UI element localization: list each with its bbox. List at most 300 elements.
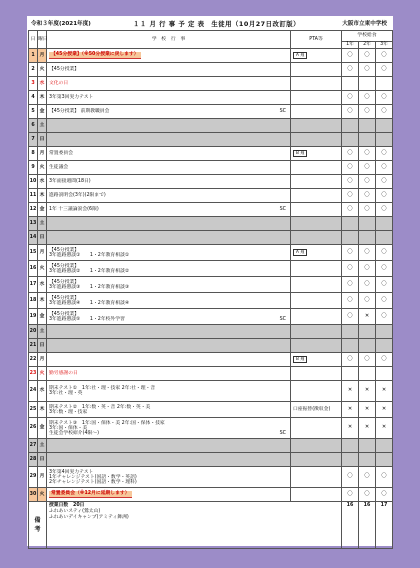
lunch-mark: 〇 bbox=[359, 105, 376, 119]
col-lunch: 学校給食 bbox=[342, 31, 393, 42]
lunch-mark bbox=[376, 439, 393, 453]
day-cell: 7 bbox=[29, 133, 38, 147]
day-cell: 24 bbox=[29, 381, 38, 402]
day-cell: 30 bbox=[29, 488, 38, 502]
event-text: 【45分授業】（※50分授業に戻します） bbox=[51, 52, 139, 58]
weekday-cell: 土 bbox=[38, 439, 47, 453]
pta-cell bbox=[291, 217, 342, 231]
schedule-sheet bbox=[27, 16, 393, 546]
weekday-cell: 火 bbox=[38, 488, 47, 502]
table-row bbox=[29, 325, 393, 339]
event-text: 3年進路懇談④ 1・2年教育相談④ bbox=[49, 300, 130, 306]
day-cell: 21 bbox=[29, 339, 38, 353]
table-row bbox=[29, 245, 393, 261]
lunch-mark: 〇 bbox=[342, 49, 359, 63]
pta-cell bbox=[291, 339, 342, 353]
lunch-mark: 〇 bbox=[376, 353, 393, 367]
event-text: 勤労感謝の日 bbox=[49, 370, 78, 376]
lunch-mark: 〇 bbox=[376, 49, 393, 63]
event-text: 【45分授業】 bbox=[49, 295, 80, 301]
lunch-mark bbox=[359, 325, 376, 339]
schedule-table bbox=[28, 30, 393, 549]
event-text: 【45分授業】 bbox=[49, 279, 80, 285]
day-cell: 23 bbox=[29, 367, 38, 381]
day-cell: 17 bbox=[29, 277, 38, 293]
lunch-mark: 〇 bbox=[376, 91, 393, 105]
lunch-mark: 〇 bbox=[359, 293, 376, 309]
event-cell bbox=[47, 133, 291, 147]
day-cell: 18 bbox=[29, 293, 38, 309]
event-cell bbox=[47, 367, 291, 381]
pta-cell bbox=[291, 353, 342, 367]
event-cell bbox=[47, 189, 291, 203]
table-row bbox=[29, 488, 393, 502]
lunch-mark: 〇 bbox=[376, 277, 393, 293]
lunch-mark: ✕ bbox=[376, 381, 393, 402]
event-text: 3年:数・理・技家 bbox=[49, 409, 88, 415]
weekday-cell: 月 bbox=[38, 245, 47, 261]
lunch-mark: 〇 bbox=[376, 63, 393, 77]
event-text: 3年進路懇談⑤ 1・2年校外学習 bbox=[49, 316, 125, 322]
lunch-mark: 〇 bbox=[376, 161, 393, 175]
event-text: 文化の日 bbox=[49, 80, 69, 86]
pta-cell bbox=[291, 381, 342, 402]
lunch-mark: 〇 bbox=[359, 49, 376, 63]
lunch-mark: ✕ bbox=[359, 418, 376, 439]
table-row bbox=[29, 418, 393, 439]
weekday-cell: 月 bbox=[38, 147, 47, 161]
lunch-mark: 〇 bbox=[342, 105, 359, 119]
day-cell: 26 bbox=[29, 418, 38, 439]
lunch-mark: ✕ bbox=[376, 418, 393, 439]
event-text: 3年第4回実力テスト bbox=[49, 469, 94, 475]
event-cell bbox=[47, 217, 291, 231]
weekday-cell: 水 bbox=[38, 175, 47, 189]
lunch-mark: 〇 bbox=[359, 467, 376, 488]
event-text: 【45分授業】 bbox=[49, 263, 80, 269]
pta-cell bbox=[291, 309, 342, 325]
event-cell bbox=[47, 325, 291, 339]
weekday-cell: 月 bbox=[38, 353, 47, 367]
lunch-mark bbox=[359, 453, 376, 467]
lunch-total-1: 16 bbox=[342, 502, 359, 549]
pta-text: A 週 bbox=[293, 52, 307, 59]
sc-marker: SC bbox=[279, 316, 286, 322]
table-row bbox=[29, 105, 393, 119]
event-text: 常置委員会 bbox=[49, 150, 73, 156]
pta-cell bbox=[291, 325, 342, 339]
lunch-mark: 〇 bbox=[359, 277, 376, 293]
event-cell bbox=[47, 119, 291, 133]
event-text: 【45分授業】 bbox=[49, 66, 80, 72]
table-row bbox=[29, 277, 393, 293]
day-cell: 9 bbox=[29, 161, 38, 175]
event-cell bbox=[47, 467, 291, 488]
pta-cell bbox=[291, 189, 342, 203]
weekday-cell: 火 bbox=[38, 261, 47, 277]
lunch-mark: 〇 bbox=[359, 353, 376, 367]
event-cell bbox=[47, 203, 291, 217]
table-row bbox=[29, 293, 393, 309]
pta-text: B 週 bbox=[293, 356, 307, 363]
event-cell bbox=[47, 353, 291, 367]
pta-text: A 週 bbox=[293, 249, 307, 256]
weekday-cell: 火 bbox=[38, 161, 47, 175]
weekday-cell: 月 bbox=[38, 49, 47, 63]
lunch-mark: 〇 bbox=[342, 91, 359, 105]
event-cell bbox=[47, 439, 291, 453]
lunch-mark: 〇 bbox=[342, 161, 359, 175]
pta-cell bbox=[291, 277, 342, 293]
lunch-mark: ✕ bbox=[376, 402, 393, 418]
weekday-cell: 日 bbox=[38, 133, 47, 147]
lunch-mark: 〇 bbox=[376, 309, 393, 325]
lunch-mark: 〇 bbox=[376, 203, 393, 217]
schedule-body bbox=[29, 49, 393, 502]
lunch-mark bbox=[342, 231, 359, 245]
lunch-mark: 〇 bbox=[342, 189, 359, 203]
event-cell bbox=[47, 293, 291, 309]
pta-cell bbox=[291, 467, 342, 488]
lunch-mark: 〇 bbox=[359, 63, 376, 77]
lunch-mark: 〇 bbox=[376, 147, 393, 161]
lunch-mark: 〇 bbox=[376, 488, 393, 502]
event-text: 生徒議会 bbox=[49, 164, 69, 170]
day-cell: 5 bbox=[29, 105, 38, 119]
day-cell: 28 bbox=[29, 453, 38, 467]
day-cell: 22 bbox=[29, 353, 38, 367]
weekday-cell: 木 bbox=[38, 402, 47, 418]
event-text: 1年チャレンジテスト(国語・数学・英語) bbox=[49, 474, 137, 480]
lunch-mark: 〇 bbox=[342, 309, 359, 325]
event-cell bbox=[47, 77, 291, 91]
table-row bbox=[29, 339, 393, 353]
event-text: 【45分授業】 bbox=[49, 311, 80, 317]
lunch-mark bbox=[342, 453, 359, 467]
event-text: 3年:社・理・英 bbox=[49, 391, 83, 396]
event-text: 3年:国・保体・美 bbox=[49, 425, 88, 431]
lunch-mark bbox=[376, 119, 393, 133]
table-row bbox=[29, 402, 393, 418]
page-title: １１ 月 行 事 予 定 表 生徒用（10月27日改訂版） bbox=[133, 19, 301, 28]
col-grade-3: 3年 bbox=[376, 42, 393, 49]
lunch-mark: 〇 bbox=[342, 277, 359, 293]
pta-cell bbox=[291, 439, 342, 453]
weekday-cell: 水 bbox=[38, 381, 47, 402]
event-text: 1年 十三議論説会(6限) bbox=[49, 206, 99, 212]
table-row bbox=[29, 261, 393, 277]
event-text: 3年面接週間(18日) bbox=[49, 178, 91, 184]
weekday-cell: 木 bbox=[38, 189, 47, 203]
event-cell bbox=[47, 161, 291, 175]
lunch-mark: 〇 bbox=[359, 147, 376, 161]
remark-1: ふれあいスティ(鶯太山) bbox=[49, 509, 101, 514]
pta-text: B 週 bbox=[293, 150, 307, 157]
lunch-mark: ✕ bbox=[359, 309, 376, 325]
lunch-mark bbox=[376, 133, 393, 147]
table-row bbox=[29, 91, 393, 105]
lunch-mark bbox=[376, 77, 393, 91]
event-cell bbox=[47, 147, 291, 161]
table-row bbox=[29, 63, 393, 77]
day-cell: 11 bbox=[29, 189, 38, 203]
lunch-mark: 〇 bbox=[376, 175, 393, 189]
lunch-mark: 〇 bbox=[342, 488, 359, 502]
lunch-mark: 〇 bbox=[342, 261, 359, 277]
weekday-cell: 金 bbox=[38, 309, 47, 325]
pta-cell bbox=[291, 488, 342, 502]
pta-cell bbox=[291, 293, 342, 309]
event-text: 3年進路懇談③ 1・2年教育相談③ bbox=[49, 284, 130, 290]
weekday-cell: 月 bbox=[38, 467, 47, 488]
day-cell: 12 bbox=[29, 203, 38, 217]
lunch-mark bbox=[376, 217, 393, 231]
lunch-mark: 〇 bbox=[359, 203, 376, 217]
lunch-mark bbox=[376, 367, 393, 381]
pta-cell bbox=[291, 245, 342, 261]
day-cell: 10 bbox=[29, 175, 38, 189]
lunch-mark bbox=[342, 119, 359, 133]
remarks-label bbox=[29, 502, 47, 549]
pta-cell bbox=[291, 161, 342, 175]
pta-cell bbox=[291, 231, 342, 245]
weekday-cell: 日 bbox=[38, 453, 47, 467]
event-text: 2年チャレンジテスト(国語・数学・理科) bbox=[49, 479, 137, 485]
day-cell: 4 bbox=[29, 91, 38, 105]
pta-cell bbox=[291, 147, 342, 161]
weekday-cell: 金 bbox=[38, 105, 47, 119]
pta-cell bbox=[291, 63, 342, 77]
event-text: 期末テスト③ 1年:国・保体・美 2年:国・保体・技家 bbox=[49, 420, 165, 426]
pta-cell bbox=[291, 402, 342, 418]
lunch-mark: ✕ bbox=[342, 418, 359, 439]
table-row bbox=[29, 77, 393, 91]
pta-cell bbox=[291, 203, 342, 217]
pta-cell bbox=[291, 119, 342, 133]
event-cell bbox=[47, 231, 291, 245]
day-cell: 27 bbox=[29, 439, 38, 453]
remarks-label-char: 備 bbox=[34, 517, 41, 524]
pta-cell bbox=[291, 49, 342, 63]
lunch-mark bbox=[376, 231, 393, 245]
col-pta: PTA等 bbox=[291, 31, 342, 49]
event-text: 進路説明会(3年)(2限まで) bbox=[49, 192, 106, 198]
event-text: 生徒会学校紹介(4限〜) bbox=[49, 430, 99, 436]
lunch-mark: 〇 bbox=[359, 175, 376, 189]
lunch-mark bbox=[342, 439, 359, 453]
lunch-mark: 〇 bbox=[342, 353, 359, 367]
col-weekday: 曜日 bbox=[38, 31, 47, 49]
lunch-mark bbox=[359, 339, 376, 353]
table-row bbox=[29, 119, 393, 133]
event-cell bbox=[47, 91, 291, 105]
lunch-mark bbox=[342, 325, 359, 339]
col-day: 日 bbox=[29, 31, 38, 49]
pta-cell bbox=[291, 105, 342, 119]
event-cell bbox=[47, 63, 291, 77]
sc-marker: SC bbox=[279, 430, 286, 436]
day-cell: 6 bbox=[29, 119, 38, 133]
event-cell bbox=[47, 339, 291, 353]
pta-cell bbox=[291, 91, 342, 105]
sc-marker: SC bbox=[279, 206, 286, 212]
event-cell bbox=[47, 175, 291, 189]
day-cell: 25 bbox=[29, 402, 38, 418]
fiscal-year: 令和３年度(2021年度) bbox=[31, 21, 91, 27]
lunch-mark: 〇 bbox=[342, 147, 359, 161]
lunch-mark: 〇 bbox=[359, 488, 376, 502]
lunch-mark bbox=[359, 217, 376, 231]
weekday-cell: 金 bbox=[38, 203, 47, 217]
lunch-mark: 〇 bbox=[342, 203, 359, 217]
col-schedule: 学 校 行 事 bbox=[47, 31, 291, 49]
remarks-label-char: 考 bbox=[34, 526, 41, 533]
lunch-mark: 〇 bbox=[342, 63, 359, 77]
table-row bbox=[29, 217, 393, 231]
lunch-mark bbox=[342, 217, 359, 231]
event-text: 【45分授業】 前期教職員会 bbox=[49, 108, 110, 114]
table-row bbox=[29, 147, 393, 161]
lunch-mark: 〇 bbox=[359, 91, 376, 105]
pta-cell bbox=[291, 77, 342, 91]
weekday-cell: 土 bbox=[38, 325, 47, 339]
lunch-mark: 〇 bbox=[342, 293, 359, 309]
pta-cell bbox=[291, 367, 342, 381]
event-cell bbox=[47, 49, 291, 63]
event-cell bbox=[47, 381, 291, 402]
weekday-cell: 水 bbox=[38, 77, 47, 91]
weekday-cell: 金 bbox=[38, 418, 47, 439]
lunch-mark: 〇 bbox=[342, 245, 359, 261]
lunch-mark bbox=[376, 453, 393, 467]
lunch-mark: 〇 bbox=[359, 261, 376, 277]
weekday-cell: 日 bbox=[38, 339, 47, 353]
weekday-cell: 日 bbox=[38, 231, 47, 245]
event-cell bbox=[47, 245, 291, 261]
lunch-mark bbox=[342, 77, 359, 91]
event-cell bbox=[47, 261, 291, 277]
event-text: 3年進路懇談① 1・2年教育相談① bbox=[49, 252, 130, 258]
header-row bbox=[29, 31, 393, 42]
remark-2: ふれあいデイキャンプ(アミティ舞洲) bbox=[49, 515, 129, 520]
table-row bbox=[29, 161, 393, 175]
table-row bbox=[29, 309, 393, 325]
lunch-mark: ✕ bbox=[359, 402, 376, 418]
pta-cell bbox=[291, 175, 342, 189]
table-row bbox=[29, 133, 393, 147]
table-row bbox=[29, 367, 393, 381]
col-grade-1: 1年 bbox=[342, 42, 359, 49]
lunch-mark bbox=[359, 133, 376, 147]
lunch-mark: 〇 bbox=[376, 293, 393, 309]
lunch-mark bbox=[342, 339, 359, 353]
col-grade-2: 2年 bbox=[359, 42, 376, 49]
day-cell: 13 bbox=[29, 217, 38, 231]
day-cell: 20 bbox=[29, 325, 38, 339]
day-cell: 3 bbox=[29, 77, 38, 91]
lunch-mark: 〇 bbox=[359, 189, 376, 203]
lunch-mark: 〇 bbox=[376, 105, 393, 119]
footer-row bbox=[29, 502, 393, 549]
weekday-cell: 火 bbox=[38, 367, 47, 381]
table-row bbox=[29, 381, 393, 402]
lunch-mark: 〇 bbox=[342, 467, 359, 488]
remarks-text bbox=[47, 502, 342, 549]
event-text: 3年進路懇談② 1・2年教育相談② bbox=[49, 268, 130, 274]
lunch-mark: ✕ bbox=[359, 381, 376, 402]
day-cell: 29 bbox=[29, 467, 38, 488]
lunch-mark bbox=[359, 367, 376, 381]
table-row bbox=[29, 49, 393, 63]
weekday-cell: 火 bbox=[38, 63, 47, 77]
event-cell bbox=[47, 309, 291, 325]
lunch-mark: 〇 bbox=[376, 261, 393, 277]
sc-marker: SC bbox=[279, 108, 286, 114]
event-cell bbox=[47, 277, 291, 293]
table-row bbox=[29, 231, 393, 245]
lunch-mark: 〇 bbox=[359, 245, 376, 261]
table-row bbox=[29, 467, 393, 488]
event-text: 期末テスト② 1年:数・英・音 2年:数・英・美 bbox=[49, 404, 151, 410]
day-cell: 8 bbox=[29, 147, 38, 161]
lunch-mark bbox=[359, 119, 376, 133]
school-days: 授業日数 20日 bbox=[49, 503, 85, 508]
table-row bbox=[29, 175, 393, 189]
pta-cell bbox=[291, 418, 342, 439]
lunch-total-2: 16 bbox=[359, 502, 376, 549]
day-cell: 1 bbox=[29, 49, 38, 63]
remarks-label-text bbox=[29, 516, 46, 534]
lunch-mark: 〇 bbox=[376, 467, 393, 488]
day-cell: 2 bbox=[29, 63, 38, 77]
lunch-total-3: 17 bbox=[376, 502, 393, 549]
weekday-cell: 木 bbox=[38, 91, 47, 105]
lunch-mark bbox=[376, 339, 393, 353]
lunch-mark bbox=[342, 133, 359, 147]
event-text: 3年第3回実力テスト bbox=[49, 94, 94, 100]
title-bar bbox=[27, 16, 393, 30]
pta-text: 口座振替(徴収金) bbox=[293, 406, 331, 412]
lunch-mark bbox=[359, 439, 376, 453]
event-cell bbox=[47, 402, 291, 418]
school-name: 大阪市立東中学校 bbox=[342, 21, 387, 27]
day-cell: 16 bbox=[29, 261, 38, 277]
lunch-mark: ✕ bbox=[342, 381, 359, 402]
event-cell bbox=[47, 105, 291, 119]
pta-cell bbox=[291, 133, 342, 147]
table-row bbox=[29, 353, 393, 367]
table-row bbox=[29, 189, 393, 203]
pta-cell bbox=[291, 453, 342, 467]
event-cell bbox=[47, 453, 291, 467]
lunch-mark: 〇 bbox=[359, 161, 376, 175]
weekday-cell: 土 bbox=[38, 217, 47, 231]
lunch-mark bbox=[359, 77, 376, 91]
day-cell: 19 bbox=[29, 309, 38, 325]
lunch-mark bbox=[376, 325, 393, 339]
table-row bbox=[29, 203, 393, 217]
lunch-mark: 〇 bbox=[376, 245, 393, 261]
weekday-cell: 水 bbox=[38, 277, 47, 293]
lunch-mark bbox=[359, 231, 376, 245]
weekday-cell: 土 bbox=[38, 119, 47, 133]
lunch-mark: 〇 bbox=[342, 175, 359, 189]
table-row bbox=[29, 439, 393, 453]
day-cell: 15 bbox=[29, 245, 38, 261]
lunch-mark: 〇 bbox=[376, 189, 393, 203]
event-text: 常置委員会（※12月に延期します） bbox=[51, 491, 130, 497]
event-text: 期末テスト① 1年:社・理・技家 2年:社・理・音 bbox=[49, 386, 156, 391]
